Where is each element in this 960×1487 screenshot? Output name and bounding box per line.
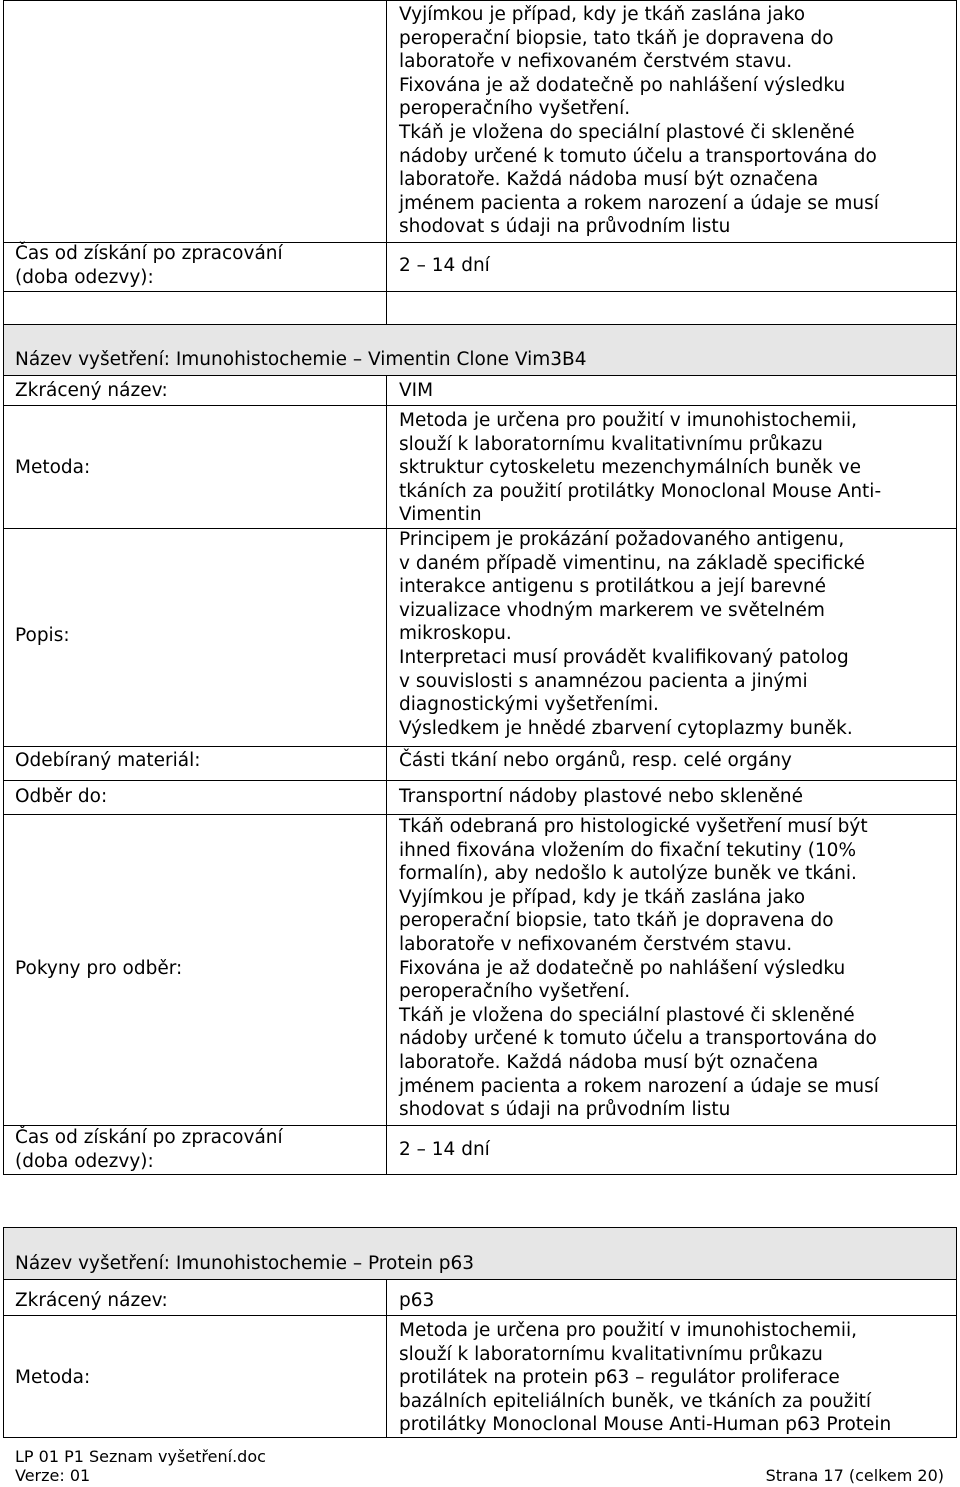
instructions-label: Pokyny pro odběr:: [15, 958, 183, 979]
divider: [3, 528, 957, 529]
text-line: laboratoře v nefixovaném čerstvém stavu.: [399, 51, 793, 73]
text-line: vizualizace vhodným markerem ve světelném: [399, 599, 825, 621]
text-line: protilátek na protein p63 – regulátor proliferace: [399, 1367, 840, 1389]
text-line: Čas od získání po zpracování: [15, 1127, 283, 1148]
text-line: Fixována je až dodatečně po nahlášení výsledku: [399, 957, 846, 979]
exam-title: Název vyšetření: Imunohistochemie – Vimentin Clone Vim3B4: [15, 349, 587, 370]
divider: [3, 1174, 957, 1175]
text-line: (doba odezvy):: [15, 266, 154, 288]
material-value: Části tkání nebo orgánů, resp. celé orgány: [399, 750, 792, 771]
text-line: formalín), aby nedošlo k autolýze buněk ve tkáni.: [399, 863, 857, 885]
divider: [3, 324, 4, 1175]
method-text: [399, 1319, 891, 1437]
text-line: Metoda je určena pro použití v imunohistochemii,: [399, 1320, 858, 1341]
text-line: mikroskopu.: [399, 623, 512, 645]
short-name-value: VIM: [399, 380, 434, 401]
instructions-continued: [399, 3, 879, 239]
turnaround-value: 2 – 14 dní: [399, 255, 490, 276]
short-name-value: p63: [399, 1290, 435, 1311]
divider: [3, 1279, 957, 1280]
divider: [956, 0, 957, 324]
divider: [3, 1315, 957, 1316]
text-line: peroperační biopsie, tato tkáň je dopravena do: [399, 27, 834, 49]
text-line: Vyjímkou je případ, kdy je tkáň zaslána jako: [399, 886, 806, 908]
text-line: bazálních epiteliálních buněk, ve tkáních za použití: [399, 1390, 872, 1412]
divider: [3, 0, 957, 1]
collection-label: Odběr do:: [15, 786, 108, 807]
material-label: Odebíraný materiál:: [15, 750, 201, 771]
instructions-text: [399, 815, 879, 1122]
method-label: Metoda:: [15, 457, 91, 478]
text-line: Čas od získání po zpracování: [15, 243, 283, 264]
text-line: Interpretaci musí provádět kvalifikovaný patolog: [399, 646, 849, 668]
text-line: v souvislosti s anamnézou pacienta a jinými: [399, 670, 808, 692]
text-line: Principem je prokázání požadovaného antigenu,: [399, 529, 845, 550]
text-line: peroperační biopsie, tato tkáň je dopravena do: [399, 910, 834, 932]
divider: [956, 324, 957, 1175]
divider: [956, 1227, 957, 1437]
turnaround-label: [15, 1126, 283, 1173]
text-line: nádoby určené k tomuto účelu a transportována do: [399, 1028, 877, 1050]
short-name-label: Zkrácený název:: [15, 380, 168, 401]
divider: [3, 746, 957, 747]
divider: [3, 1227, 4, 1437]
text-line: ihned fixována vložením do fixační tekutiny (10%: [399, 839, 857, 861]
turnaround-label: [15, 242, 283, 289]
text-line: laboratoře. Každá nádoba musí být označena: [399, 1051, 819, 1073]
text-line: jménem pacienta a rokem narození a údaje se musí: [399, 1075, 879, 1097]
divider: [3, 291, 957, 292]
text-line: slouží k laboratornímu kvalitativnímu průkazu: [399, 1343, 823, 1365]
text-line: Vimentin: [399, 504, 482, 526]
divider: [3, 375, 957, 376]
text-line: Tkáň je vložena do speciální plastové či skleněné: [399, 121, 855, 143]
divider: [3, 780, 957, 781]
text-line: Tkáň je vložena do speciální plastové či skleněné: [399, 1004, 855, 1026]
text-line: laboratoře v nefixovaném čerstvém stavu.: [399, 933, 793, 955]
divider: [3, 1227, 957, 1228]
text-line: tkáních za použití protilátky Monoclonal Mouse Anti-: [399, 480, 882, 502]
divider: [3, 324, 957, 325]
divider: [3, 1125, 957, 1126]
text-line: Výsledkem je hnědé zbarvení cytoplazmy buněk.: [399, 717, 853, 739]
text-line: Vyjímkou je případ, kdy je tkáň zaslána jako: [399, 4, 806, 25]
text-line: (doba odezvy):: [15, 1150, 154, 1172]
text-line: sktruktur cytoskeletu mezenchymálních buněk ve: [399, 457, 861, 479]
text-line: Tkáň odebraná pro histologické vyšetření musí být: [399, 816, 868, 837]
text-line: diagnostickými vyšetřeními.: [399, 694, 659, 716]
divider: [3, 242, 957, 243]
text-line: slouží k laboratornímu kvalitativnímu průkazu: [399, 433, 823, 455]
short-name-label: Zkrácený název:: [15, 1290, 168, 1311]
description-text: [399, 528, 865, 740]
text-line: shodovat s údaji na průvodním listu: [399, 216, 731, 238]
method-text: [399, 409, 881, 527]
exam-title: Název vyšetření: Imunohistochemie – Protein p63: [15, 1253, 474, 1274]
divider: [386, 1279, 387, 1437]
footer-filename: LP 01 P1 Seznam vyšetření.doc: [15, 1447, 266, 1466]
turnaround-value: 2 – 14 dní: [399, 1139, 490, 1160]
divider: [3, 814, 957, 815]
text-line: interakce antigenu s protilátkou a její barevné: [399, 576, 826, 598]
footer-version: Verze: 01: [15, 1466, 91, 1485]
text-line: protilátky Monoclonal Mouse Anti-Human p63 Protein: [399, 1414, 892, 1436]
footer-page-number: Strana 17 (celkem 20): [765, 1466, 944, 1485]
description-label: Popis:: [15, 625, 70, 646]
method-label: Metoda:: [15, 1367, 91, 1388]
text-line: shodovat s údaji na průvodním listu: [399, 1099, 731, 1121]
text-line: jménem pacienta a rokem narození a údaje se musí: [399, 192, 879, 214]
text-line: peroperačního vyšetření.: [399, 98, 631, 120]
collection-value: Transportní nádoby plastové nebo skleněné: [399, 786, 804, 807]
text-line: laboratoře. Každá nádoba musí být označena: [399, 169, 819, 191]
text-line: v daném případě vimentinu, na základě specifické: [399, 552, 865, 574]
footer-divider: [3, 1437, 957, 1438]
text-line: peroperačního vyšetření.: [399, 981, 631, 1003]
text-line: nádoby určené k tomuto účelu a transportována do: [399, 145, 877, 167]
divider: [386, 0, 387, 324]
text-line: Fixována je až dodatečně po nahlášení výsledku: [399, 74, 846, 96]
divider: [3, 405, 957, 406]
divider: [386, 375, 387, 1175]
text-line: Metoda je určena pro použití v imunohistochemii,: [399, 410, 858, 431]
divider: [3, 0, 4, 324]
